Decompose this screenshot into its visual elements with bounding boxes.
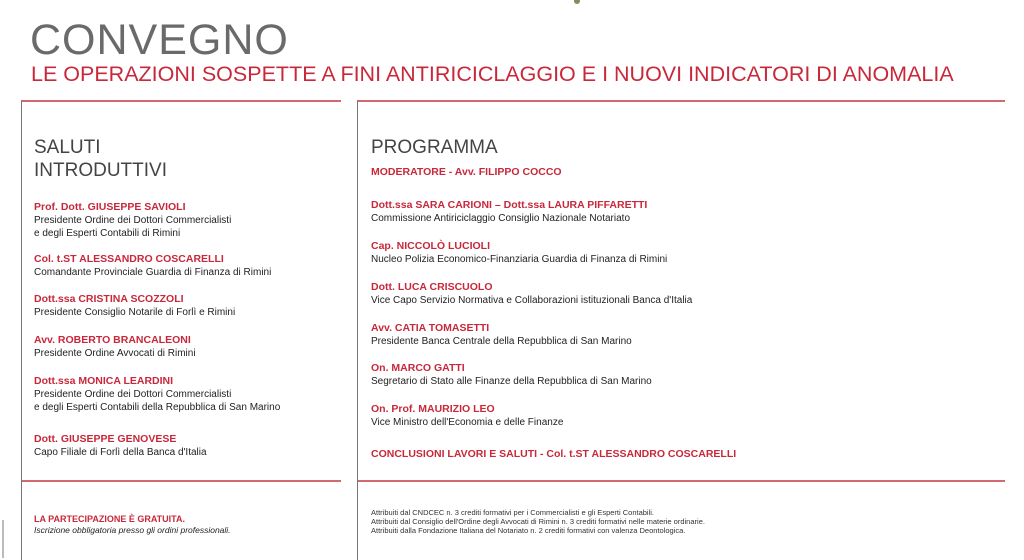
speaker-name: Dott. LUCA CRISCUOLO: [371, 281, 493, 293]
credit-line: Attribuiti dal Consiglio dell'Ordine degli Avvocati di Rimini n. 3 crediti formativi nelle materie ordinarie.: [371, 517, 705, 526]
programma-item: [371, 240, 667, 266]
border-right: [357, 101, 358, 560]
speaker-role: Vice Capo Servizio Normativa e Collaborazioni istituzionali Banca d'Italia: [371, 295, 693, 306]
speaker-role: Presidente Consiglio Notarile di Forlì e Rimini: [34, 307, 236, 318]
speaker-name: Col. t.ST ALESSANDRO COSCARELLI: [34, 253, 224, 265]
saluti-item: [34, 293, 235, 319]
speaker-name: Prof. Dott. GIUSEPPE SAVIOLI: [34, 201, 186, 213]
speaker-name: Cap. NICCOLÒ LUCIOLI: [371, 240, 490, 252]
speaker-name: Dott.ssa MONICA LEARDINI: [34, 375, 174, 387]
divider-bottom-right: [357, 480, 1005, 482]
speaker-role: Presidente Banca Centrale della Repubblica di San Marino: [371, 336, 632, 347]
page-title: CONVEGNO: [30, 16, 289, 64]
speaker-name: On. MARCO GATTI: [371, 362, 465, 374]
page-subtitle: LE OPERAZIONI SOSPETTE A FINI ANTIRICICLAGGIO E I NUOVI INDICATORI DI ANOMALIA: [31, 62, 954, 86]
divider-top-left: [21, 100, 341, 102]
speaker-role: Vice Ministro dell'Economia e delle Finanze: [371, 417, 564, 428]
border-left: [21, 101, 22, 560]
conclusioni: CONCLUSIONI LAVORI E SALUTI - Col. t.ST ALESSANDRO COSCARELLI: [371, 448, 737, 460]
registration-note: Iscrizione obbligatoria presso gli ordini professionali.: [34, 525, 231, 535]
speaker-role: Comandante Provinciale Guardia di Finanza di Rimini: [34, 267, 272, 278]
saluti-item: [34, 334, 196, 360]
speaker-role: e degli Esperti Contabili di Rimini: [34, 228, 181, 239]
heading-line: INTRODUTTIVI: [34, 160, 167, 181]
speaker-role: Presidente Ordine Avvocati di Rimini: [34, 348, 196, 359]
participation-free: LA PARTECIPAZIONE È GRATUITA.: [34, 514, 185, 524]
speaker-role: e degli Esperti Contabili della Repubblica di San Marino: [34, 402, 281, 413]
programma-heading: PROGRAMMA: [371, 137, 498, 158]
speaker-name: Avv. ROBERTO BRANCALEONI: [34, 334, 191, 346]
speaker-role: Segretario di Stato alle Finanze della Repubblica di San Marino: [371, 376, 652, 387]
logo-fragment: [574, 0, 580, 4]
saluti-item: [34, 253, 271, 279]
speaker-role: Presidente Ordine dei Dottori Commercialisti: [34, 389, 232, 400]
participation-note: [34, 514, 231, 536]
credit-line: Attribuiti dal CNDCEC n. 3 crediti formativi per i Commercialisti e gli Esperti Contabili.: [371, 508, 655, 517]
saluti-item: [34, 201, 231, 240]
speaker-role: Presidente Ordine dei Dottori Commercialisti: [34, 215, 232, 226]
saluti-heading: [34, 136, 167, 182]
credit-line: Attribuiti dalla Fondazione Italiana del Notariato n. 2 crediti formativi con valenza Deontologica.: [371, 526, 686, 535]
speaker-name: Dott.ssa CRISTINA SCOZZOLI: [34, 293, 184, 305]
saluti-item: [34, 433, 207, 459]
speaker-name: Avv. CATIA TOMASETTI: [371, 322, 490, 334]
programma-item: [371, 362, 652, 388]
saluti-item: [34, 375, 280, 414]
programma-item: [371, 403, 563, 429]
programma-item: [371, 322, 632, 348]
speaker-name: Dott.ssa SARA CARIONI – Dott.ssa LAURA PIFFARETTI: [371, 199, 648, 211]
moderatore: MODERATORE - Avv. FILIPPO COCCO: [371, 166, 562, 178]
speaker-role: Commissione Antiriciclaggio Consiglio Nazionale Notariato: [371, 213, 631, 224]
side-mark: [2, 520, 4, 558]
divider-top-right: [357, 100, 1005, 102]
speaker-name: Dott. GIUSEPPE GENOVESE: [34, 433, 177, 445]
speaker-role: Capo Filiale di Forlì della Banca d'Italia: [34, 447, 207, 458]
programma-item: [371, 199, 647, 225]
speaker-role: Nucleo Polizia Economico-Finanziaria Guardia di Finanza di Rimini: [371, 254, 668, 265]
heading-line: SALUTI: [34, 137, 101, 158]
programma-item: [371, 281, 692, 307]
divider-bottom-left: [21, 480, 341, 482]
speaker-name: On. Prof. MAURIZIO LEO: [371, 403, 495, 415]
credits-note: [371, 508, 705, 535]
